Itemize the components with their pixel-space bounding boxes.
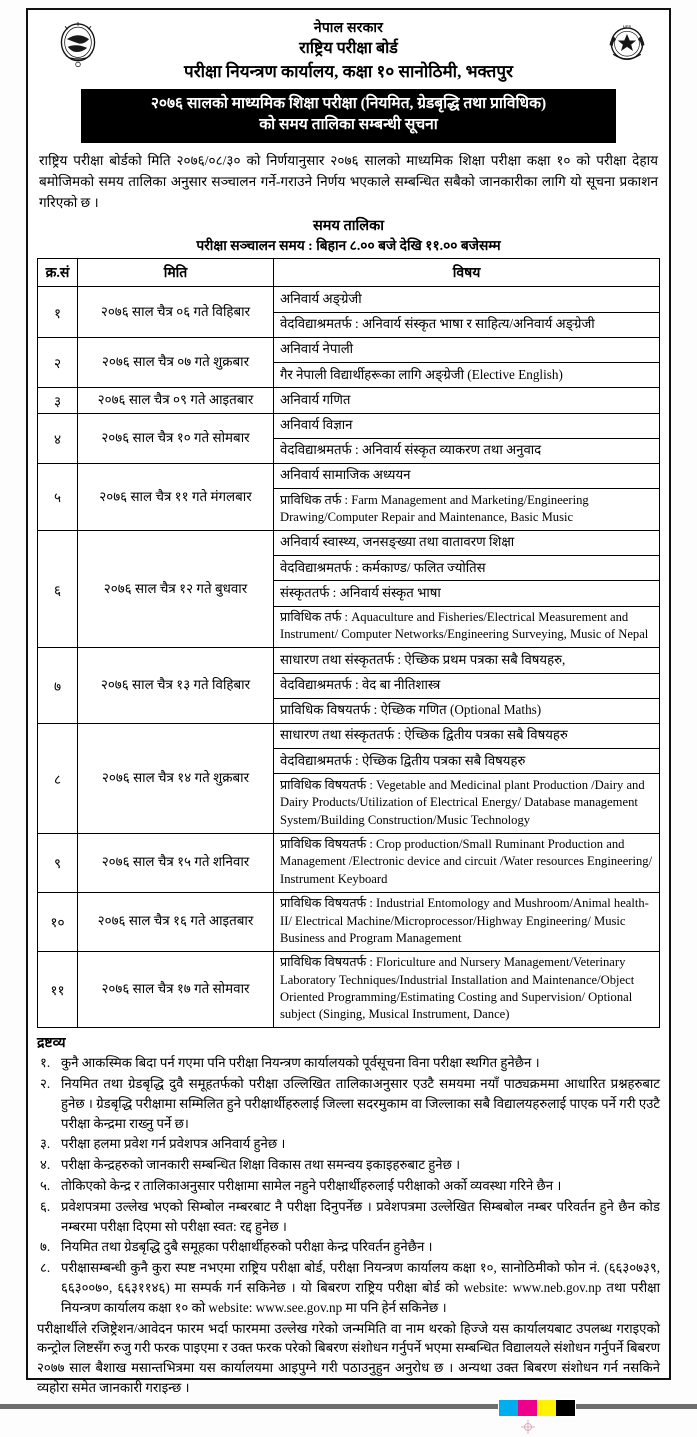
row-subject: अनिवार्य स्वास्थ्य, जनसङ्ख्या तथा वातावरण शिक्षा [274,530,660,555]
row-subject: वेदविद्याश्रमतर्फ : अनिवार्य संस्कृत भाषा र साहित्य/अनिवार्य अङ्ग्रेजी [274,312,660,337]
row-subject: वेदविद्याश्रमतर्फ : वेद बा नीतिशास्त्र [274,673,660,698]
table-row [38,892,660,951]
row-serial-number: ३ [38,388,78,413]
note-item [37,1237,660,1257]
note-text: कुनै आकस्मिक बिदा पर्न गएमा पनि परीक्षा नियन्त्रण कार्यालयको पूर्वसूचना विना परीक्षा स्थगित हुनेछैन । [61,1055,540,1071]
cmyk-color-swatches [498,1399,576,1417]
national-examination-board-seal-icon [604,18,650,74]
strip-rule [0,1404,697,1409]
row-subject: प्राविधिक विषयतर्फ : Industrial Entomology and Mushroom/Animal health-II/ Electrical Machine/Microprocessor/Highway Engineering/ Music Business and Program Management [274,892,660,951]
row-subject: प्राविधिक विषयतर्फ : Floriculture and Nursery Management/Veterinary Laboratory Techniques/Industrial Installation and Maintenance/Object Oriented Programming/Estimating Costing and Supervision/ Optional subject (Singing, Musical Instrument, Dance) [274,951,660,1028]
notice-title-line-2: को समय तालिका सम्बन्धी सूचना [259,116,438,134]
table-header-row [38,259,660,287]
notes-heading: द्रष्टव्य [37,1036,66,1052]
row-exam-date: २०७६ साल चैत्र १७ गते सोमवार [78,951,274,1028]
notes-tail-paragraph: परीक्षार्थीले रजिष्ट्रेशन/आवेदन फारम भर्दा फारममा उल्लेख गरेको जन्ममिति वा नाम थरको हिज्जे यस कार्यालयबाट उपलब्ध गराइएको कन्ट्रोल लिष्टसँग रुजु गरी फरक पाइएमा र उक्त फरक परेको बिबरण संशोधन गर्नुपर्ने भएमा सम्बन्धित विद्यालयले संशोधन गर्नुपर्ने बिबरण २०७७ साल बैशाख मसान्तभित्रमा यस कार्यालयमा आइपुग्ने गरी पठाउनुहुन अनुरोध छ । अन्यथा उक्त बिबरण संशोधन गर्न नसकिने व्यहोरा समेत जानकारी गराइन्छ । [37,1320,660,1396]
note-item [37,1134,660,1154]
nepal-government-emblem-icon [55,18,101,74]
row-subject: अनिवार्य अङ्ग्रेजी [274,287,660,312]
row-exam-date: २०७६ साल चैत्र ०६ गते विहिबार [78,287,274,337]
table-row [38,388,660,413]
column-header-sn: क्र.सं [38,259,78,287]
row-subject: प्राविधिक विषयतर्फ : ऐच्छिक गणित (Optional Maths) [274,698,660,723]
note-item [37,1155,660,1175]
row-subject: प्राविधिक तर्फ : Farm Management and Marketing/Engineering Drawing/Computer Repair and Maintenance, Basic Music [274,489,660,531]
row-subject: वेदविद्याश्रमतर्फ : कर्मकाण्ड/ फलित ज्योतिस [274,556,660,581]
print-registration-strip [0,1398,697,1416]
row-subject: अनिवार्य विज्ञान [274,413,660,438]
row-exam-date: २०७६ साल चैत्र १६ गते आइतबार [78,892,274,951]
exam-routine-table [37,258,660,1028]
row-subject: अनिवार्य गणित [274,388,660,413]
row-serial-number: ६ [38,530,78,647]
row-subject: वेदविद्याश्रमतर्फ : ऐच्छिक द्वितीय पत्रका सबै विषयहरु [274,749,660,774]
row-serial-number: २ [38,337,78,387]
exam-time-line: परीक्षा सञ्चालन समय : बिहान ८.०० बजे देखि ११.०० बजेसम्म [196,238,501,254]
column-header-subject: विषय [274,259,660,287]
color-swatch [499,1400,518,1416]
color-swatch [518,1400,537,1416]
note-number: २. [40,1076,51,1092]
row-serial-number: ७ [38,648,78,724]
row-exam-date: २०७६ साल चैत्र १० गते सोमबार [78,413,274,463]
note-text: परीक्षासम्बन्धी कुनै कुरा स्पष्ट नभएमा राष्ट्रिय परीक्षा बोर्ड, परीक्षा नियन्त्रण कार्यालय कक्षा १०, सानोठिमीको फोन नं. (६६३०७३९, ६६३००७०, ६६३११४६) मा सम्पर्क गर्न सकिनेछ । यो बिबरण राष्ट्रिय परीक्षा बोर्ड को website: www.neb.gov.np तथा परीक्षा नियन्त्रण कार्यालय कक्षा १० को website: www.see.gov.np मा पनि हेर्न सकिनेछ । [61,1260,660,1315]
note-number: ५. [40,1178,51,1194]
board-name: राष्ट्रिय परीक्षा बोर्ड [299,39,398,57]
row-exam-date: २०७६ साल चैत्र ०७ गते शुक्रबार [78,337,274,387]
svg-text:NEB: NEB [622,24,632,30]
row-subject: अनिवार्य नेपाली [274,337,660,362]
note-item [37,1176,660,1196]
row-subject: वेदविद्याश्रमतर्फ : अनिवार्य संस्कृत व्याकरण तथा अनुवाद [274,438,660,463]
row-subject: साधारण तथा संस्कृततर्फ : ऐच्छिक प्रथम पत्रका सबै विषयहरु, [274,648,660,673]
schedule-heading: समय तालिका [312,218,384,235]
row-exam-date: २०७६ साल चैत्र १२ गते बुधवार [78,530,274,647]
notes-list [37,1053,660,1317]
notice-title-line-1: २०७६ सालको माध्यमिक शिक्षा परीक्षा (नियमित, ग्रेडबृद्धि तथा प्राविधिक) [150,95,547,113]
row-subject: गैर नेपाली विद्यार्थीहरूका लागि अङ्ग्रेजी (Elective English) [274,363,660,388]
note-number: १. [40,1055,51,1071]
table-row [38,463,660,488]
row-subject: प्राविधिक विषयतर्फ : Crop production/Small Ruminant Production and Management /Electronic device and circuit /Water resources Engineering/ Instrument Keyboard [274,833,660,892]
row-subject: साधारण तथा संस्कृततर्फ : ऐच्छिक द्वितीय पत्रका सबै विषयहरु [274,723,660,748]
document-header [37,16,660,143]
note-item [37,1197,660,1237]
note-text: नियमित तथा ग्रेडबृद्धि दुवै समूहतर्फको परीक्षा उल्लिखित तालिकाअनुसार एउटै समयमा नयाँ पाठ्यक्रममा आधारित प्रश्नहरुबाट हुनेछ । ग्रेडबृद्धि परीक्षामा सम्मिलित हुने परीक्षार्थीहरुलाई जिल्ला सदरमुकाम वा जिल्लाका सबै विद्यालयहरुलाई पाएक पर्ने गरी एउटै परीक्षा केन्द्रमा राख्नु पर्ने छ। [61,1076,660,1131]
color-swatch [556,1400,575,1416]
row-serial-number: १० [38,892,78,951]
row-serial-number: १ [38,287,78,337]
note-number: ७. [40,1239,51,1255]
row-subject: प्राविधिक विषयतर्फ : Vegetable and Medicinal plant Production /Dairy and Dairy Products/Utilization of Electrical Energy/ Database management System/Building Construction/Music Technology [274,774,660,833]
note-item [37,1053,660,1073]
note-text: तोकिएको केन्द्र र तालिकाअनुसार परीक्षामा सामेल नहुने परीक्षार्थीहरुलाई परीक्षाको अर्को व्यवस्था गरिने छैन । [61,1178,562,1194]
government-name: नेपाल सरकार [313,21,384,36]
row-subject: अनिवार्य सामाजिक अध्ययन [274,463,660,488]
table-row [38,413,660,438]
row-exam-date: २०७६ साल चैत्र ११ गते मंगलबार [78,463,274,530]
row-exam-date: २०७६ साल चैत्र १५ गते शनिवार [78,833,274,892]
office-name: परीक्षा नियन्त्रण कार्यालय, कक्षा १० सानोठिमी, भक्तपुर [184,62,513,82]
note-item [37,1258,660,1317]
notice-sheet [26,8,671,1396]
note-text: नियमित तथा ग्रेडबृद्धि दुबै समूहका परीक्षार्थीहरुको परीक्षा केन्द्र परिवर्तन हुनेछैन । [61,1239,433,1255]
note-text: प्रवेशपत्रमा उल्लेख भएको सिम्बोल नम्बरबाट नै परीक्षा दिनुपर्नेछ । प्रवेशपत्रमा उल्लेखित सिम्बबोल नम्बर परिवर्तन हुने छैन कोड नम्बरमा परीक्षा दिएमा सो परीक्षा स्वत: रद्द हुनेछ । [61,1198,660,1234]
note-number: ४. [40,1157,51,1173]
table-row [38,530,660,555]
notice-title-banner [81,89,616,143]
table-row [38,723,660,748]
note-text: परीक्षा केन्द्रहरुको जानकारी सम्बन्धित शिक्षा विकास तथा समन्वय इकाइहरुबाट हुनेछ । [61,1157,461,1173]
row-serial-number: ९ [38,833,78,892]
table-row [38,951,660,1028]
row-subject: संस्कृततर्फ : अनिवार्य संस्कृत भाषा [274,581,660,606]
note-number: ६. [40,1198,51,1214]
note-text: परीक्षा हलमा प्रवेश गर्न प्रवेशपत्र अनिवार्य हुनेछ । [61,1136,286,1152]
row-serial-number: ४ [38,413,78,463]
registration-target-mark-icon [521,1420,535,1434]
row-serial-number: ५ [38,463,78,530]
row-exam-date: २०७६ साल चैत्र १४ गते शुक्रबार [78,723,274,833]
row-serial-number: ११ [38,951,78,1028]
table-row [38,833,660,892]
row-exam-date: २०७६ साल चैत्र ०९ गते आइतबार [78,388,274,413]
table-row [38,287,660,312]
color-swatch [537,1400,556,1416]
table-row [38,337,660,362]
note-item [37,1074,660,1133]
column-header-date: मिति [78,259,274,287]
row-serial-number: ८ [38,723,78,833]
intro-paragraph: राष्ट्रिय परीक्षा बोर्डको मिति २०७६/०८/३० को निर्णयानुसार २०७६ सालको माध्यमिक शिक्षा परीक्षा कक्षा १० को परीक्षा देहाय बमोजिमको समय तालिका अनुसार सञ्चालन गर्ने-गराउने निर्णय भएकाले सम्बन्धित सबैको जानकारीका लागि यो सूचना प्रकाशन गरिएको छ । [39,153,658,211]
table-row [38,648,660,673]
row-subject: प्राविधिक तर्फ : Aquaculture and Fisheries/Electrical Measurement and Instrument/ Computer Networks/Engineering Surveying, Music of Nepal [274,606,660,648]
row-exam-date: २०७६ साल चैत्र १३ गते विहिबार [78,648,274,724]
note-number: ३. [40,1136,51,1152]
note-number: ८. [40,1260,51,1276]
